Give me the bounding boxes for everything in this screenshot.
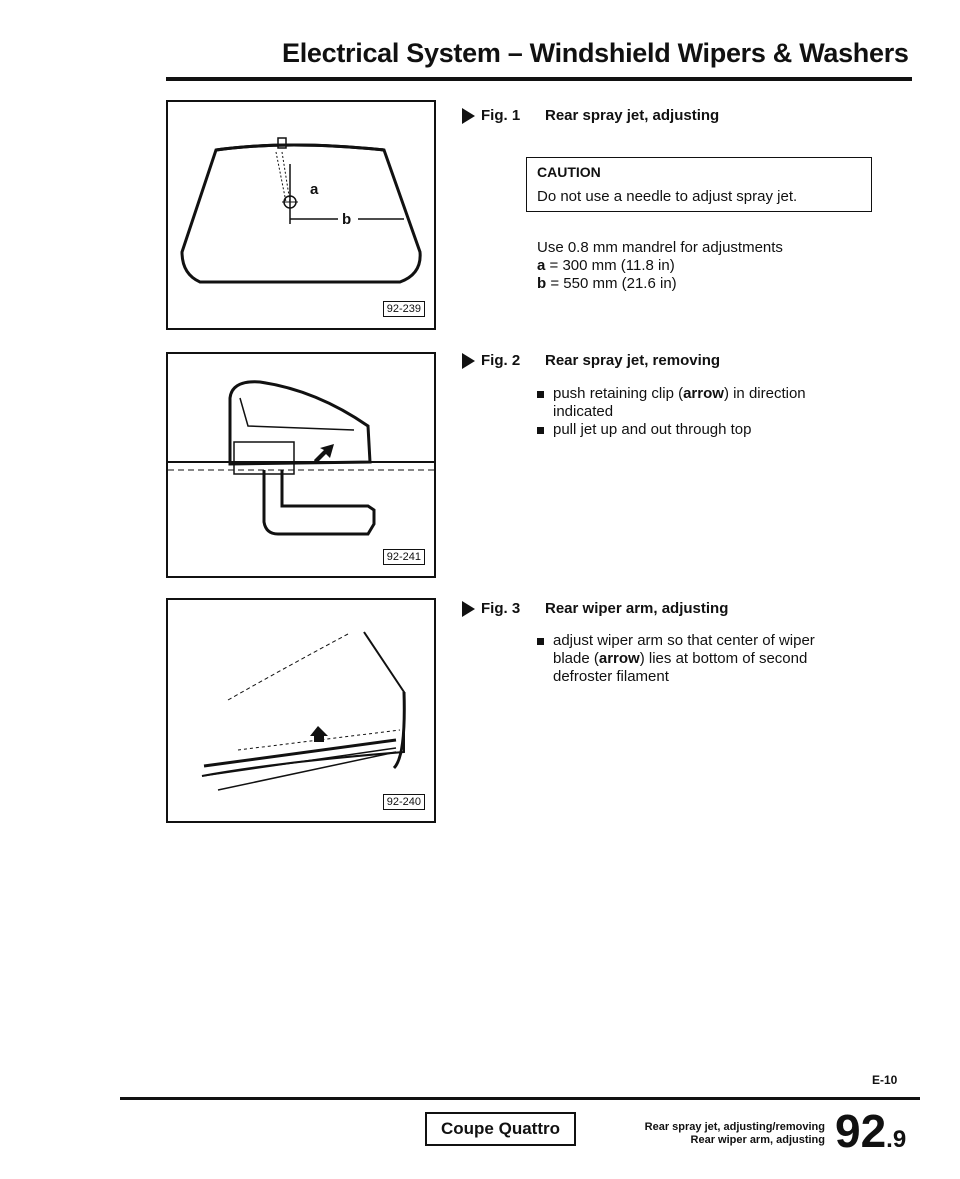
figure-2-illustration bbox=[166, 352, 436, 578]
arrow-icon bbox=[310, 726, 328, 742]
rear-wiper-arm-diagram bbox=[168, 600, 434, 821]
page-code: E-10 bbox=[872, 1073, 898, 1087]
list-item bbox=[537, 421, 847, 439]
dimension-key: b bbox=[537, 275, 547, 292]
footer-rule bbox=[120, 1097, 920, 1100]
figure-reference: Fig. 2 bbox=[481, 352, 521, 369]
step-text: adjust wiper arm so that center of wiper blade (arrow) lies at bottom of second defroster filament bbox=[553, 632, 815, 685]
pointer-arrow-icon bbox=[462, 601, 475, 617]
figure-2-steps bbox=[537, 385, 847, 439]
model-badge: Coupe Quattro bbox=[425, 1112, 576, 1146]
header-rule bbox=[166, 77, 912, 81]
figure-number: 92-240 bbox=[383, 794, 425, 810]
spray-jet-removal-diagram bbox=[168, 354, 434, 576]
footer-desc-line: Rear wiper arm, adjusting bbox=[690, 1134, 825, 1146]
figure-1-illustration bbox=[166, 100, 436, 330]
section-major: 92 bbox=[835, 1105, 887, 1157]
dimension-value: = 300 mm (11.8 in) bbox=[549, 257, 675, 274]
section-number bbox=[835, 1105, 907, 1157]
footer-desc-line: Rear spray jet, adjusting/removing bbox=[644, 1121, 825, 1133]
dimension-b-label: b bbox=[342, 211, 352, 228]
caution-text: Do not use a needle to adjust spray jet. bbox=[537, 188, 798, 205]
bullet-icon bbox=[537, 391, 544, 398]
caution-title: CAUTION bbox=[537, 164, 601, 180]
figure-1-heading bbox=[462, 107, 719, 124]
list-item bbox=[537, 385, 847, 421]
dimension-b-spec bbox=[537, 275, 677, 293]
bullet-icon bbox=[537, 427, 544, 434]
figure-3-heading bbox=[462, 600, 728, 617]
dimension-a-label: a bbox=[310, 181, 319, 198]
step-text: pull jet up and out through top bbox=[553, 421, 752, 438]
figure-reference: Fig. 1 bbox=[481, 107, 521, 124]
adjustment-note: Use 0.8 mm mandrel for adjustments bbox=[537, 239, 783, 256]
dimension-value: = 550 mm (21.6 in) bbox=[550, 275, 677, 292]
figure-3-illustration bbox=[166, 598, 436, 823]
pointer-arrow-icon bbox=[462, 108, 475, 124]
bullet-icon bbox=[537, 638, 544, 645]
step-text: push retaining clip (arrow) in direction indicated bbox=[553, 385, 806, 420]
footer-description bbox=[600, 1121, 825, 1147]
dimension-a-spec bbox=[537, 257, 675, 275]
dimension-key: a bbox=[537, 257, 546, 274]
figure-reference: Fig. 3 bbox=[481, 600, 521, 617]
list-item bbox=[537, 632, 847, 686]
figure-2-heading bbox=[462, 352, 720, 369]
figure-3-steps bbox=[537, 632, 847, 686]
caution-box bbox=[526, 157, 872, 212]
page-title: Electrical System – Windshield Wipers & Washers bbox=[282, 38, 909, 68]
figure-title: Rear spray jet, removing bbox=[545, 352, 721, 369]
figure-title: Rear wiper arm, adjusting bbox=[545, 600, 729, 617]
figure-number: 92-239 bbox=[383, 301, 425, 317]
section-minor: .9 bbox=[886, 1126, 907, 1153]
figure-title: Rear spray jet, adjusting bbox=[545, 107, 720, 124]
rear-window-spray-diagram bbox=[168, 102, 434, 328]
pointer-arrow-icon bbox=[462, 353, 475, 369]
figure-number: 92-241 bbox=[383, 549, 425, 565]
